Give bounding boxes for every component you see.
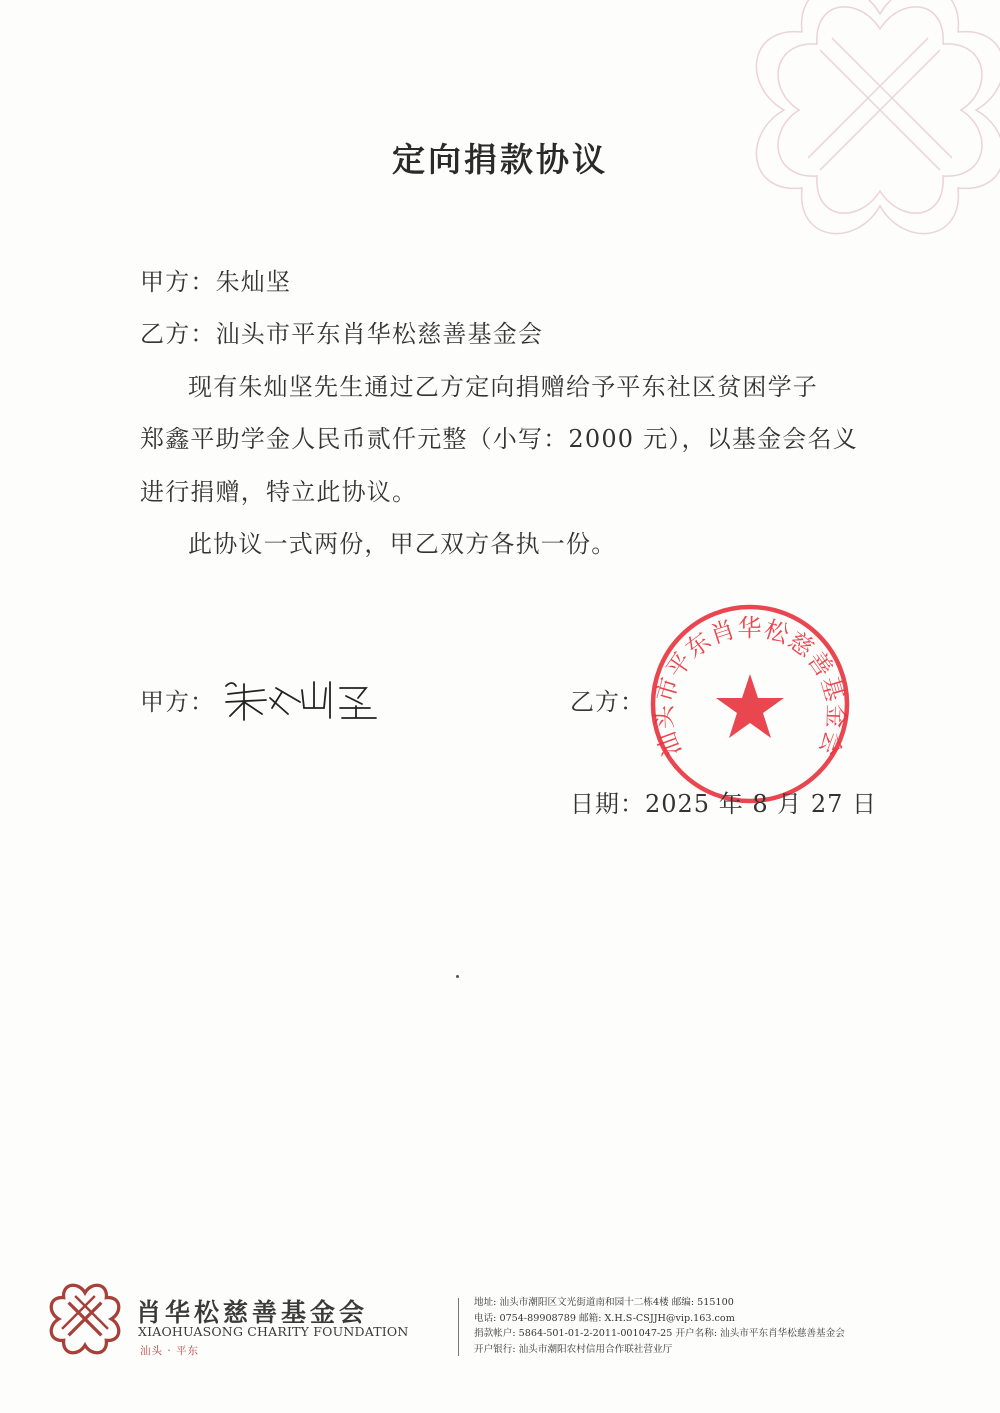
body-line-3: 进行捐赠，特立此协议。 bbox=[140, 478, 418, 506]
foundation-name-en: XIAOHUASONG CHARITY FOUNDATION bbox=[138, 1324, 409, 1339]
seal-text: 汕头市平东肖华松慈善基金会 bbox=[649, 613, 851, 761]
party-a-signature-label: 甲方： bbox=[140, 688, 215, 716]
foundation-location: 汕头 · 平东 bbox=[140, 1345, 200, 1357]
party-a-handwritten-signature bbox=[222, 678, 382, 724]
party-a-label: 甲方： bbox=[140, 268, 216, 296]
footer-address: 地址: 汕头市潮阳区文光街道南和园十二栋4楼 邮编: 515100 bbox=[474, 1297, 734, 1308]
body-line-1: 现有朱灿坚先生通过乙方定向捐赠给予平东社区贫困学子 bbox=[188, 373, 818, 401]
foundation-logo-icon bbox=[44, 1278, 126, 1360]
footer-contact-info bbox=[474, 1295, 845, 1357]
date-line bbox=[570, 784, 877, 819]
footer-phone-email: 电话: 0754-89908789 邮箱: X.H.S-CSJJH@vip.163.com bbox=[474, 1312, 735, 1324]
body-line-2: 郑鑫平助学金人民币贰仟元整（小写：2000 元），以基金会名义 bbox=[140, 425, 858, 453]
red-star-seal-icon bbox=[648, 602, 852, 806]
scan-speck bbox=[456, 975, 459, 978]
party-b-line bbox=[140, 314, 543, 349]
party-b-signature-label: 乙方： bbox=[570, 688, 645, 716]
party-b-name: 汕头市平东肖华松慈善基金会 bbox=[215, 320, 544, 348]
footer-bank: 开户银行: 汕头市潮阳农村信用合作联社营业厅 bbox=[474, 1343, 673, 1355]
watermark-logo-icon bbox=[720, 0, 1000, 260]
copies-clause: 此协议一式两份，甲乙双方各执一份。 bbox=[188, 530, 617, 558]
date-label: 日期： bbox=[570, 790, 645, 818]
footer-account: 捐款帐户: 5864-501-01-2-2011-001047-25 开户名称: 汕头市平东肖华松慈善基金会 bbox=[474, 1328, 845, 1339]
document-title: 定向捐款协议 bbox=[392, 140, 608, 179]
party-b-label: 乙方： bbox=[140, 320, 216, 348]
party-a-line bbox=[140, 262, 291, 297]
footer-divider bbox=[458, 1298, 459, 1356]
date-value: 2025 年 8 月 27 日 bbox=[645, 790, 878, 818]
foundation-name-cn: 肖华松慈善基金会 bbox=[136, 1298, 369, 1327]
party-a-name: 朱灿坚 bbox=[215, 268, 292, 296]
